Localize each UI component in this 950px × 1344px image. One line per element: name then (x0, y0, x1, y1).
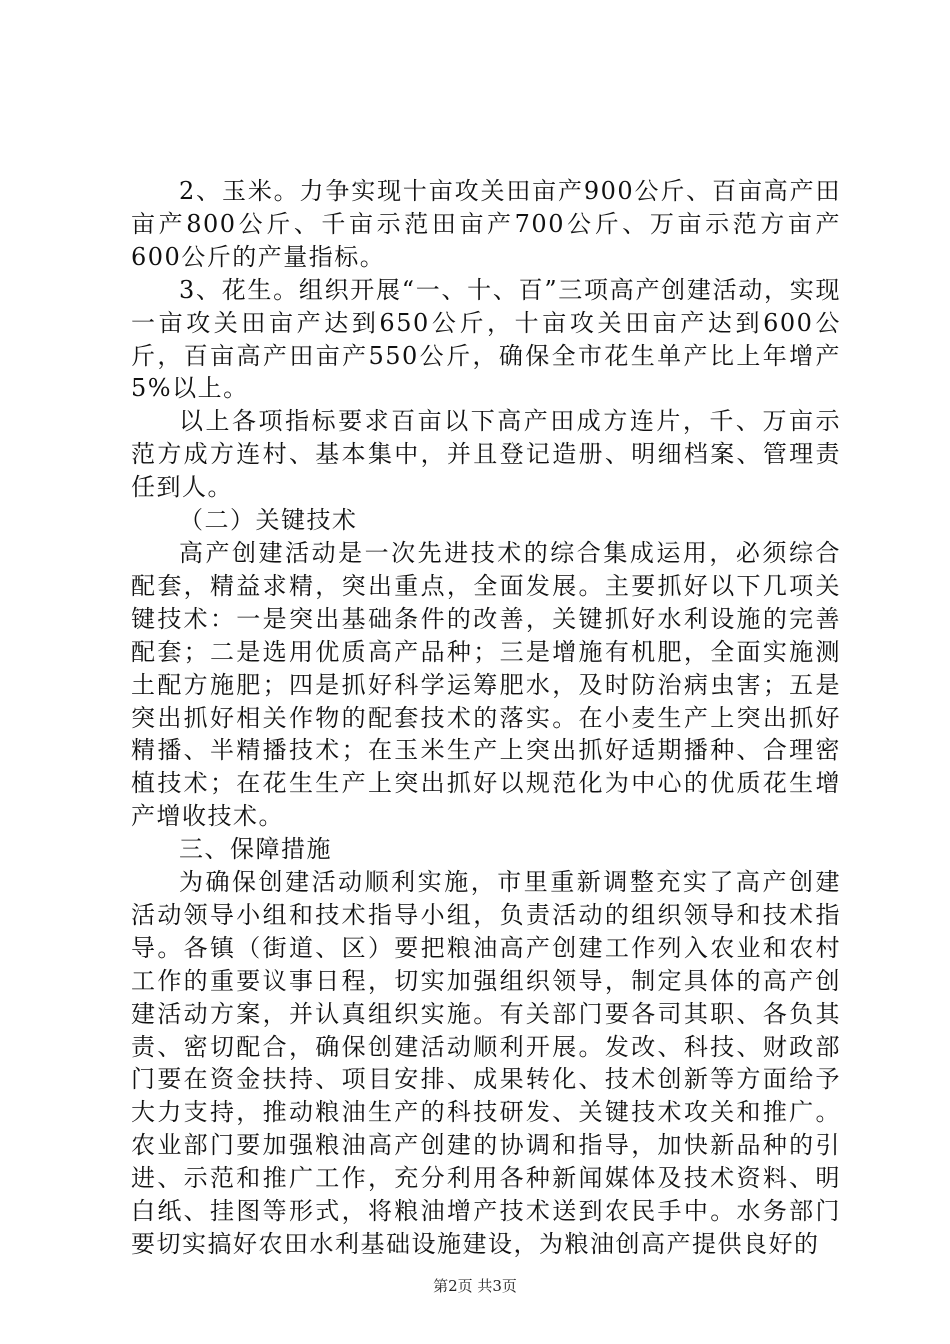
paragraph-key-technologies: 高产创建活动是一次先进技术的综合集成运用，必须综合配套，精益求精，突出重点，全面发展。主要抓好以下几项关键技术：一是突出基础条件的改善，关键抓好水利设施的完善配套；二是选用优质高产品种；三是增施有机肥，全面实施测土配方施肥；四是抓好科学运筹肥水，及时防治病虫害；五是突出抓好相关作物的配套技术的落实。在小麦生产上突出抓好精播、半精播技术；在玉米生产上突出抓好适期播种、合理密植技术；在花生生产上突出抓好以规范化为中心的优质花生增产增收技术。 (131, 538, 841, 831)
paragraph-corn-targets: 2、玉米。力争实现十亩攻关田亩产900公斤、百亩高产田亩产800公斤、千亩示范田亩产700公斤、万亩示范方亩产600公斤的产量指标。 (131, 177, 841, 271)
page-number-footer: 第2页 共3页 (433, 1277, 517, 1295)
section-heading-key-technologies: （二）关键技术 (179, 506, 358, 535)
section-heading-safeguard-measures: 三、保障措施 (179, 835, 332, 864)
paragraph-peanut-targets: 3、花生。组织开展“一、十、百”三项高产创建活动，实现一亩攻关田亩产达到650公斤，十亩攻关田亩产达到600公斤，百亩高产田亩产550公斤，确保全市花生单产比上年增产5%以上。 (131, 275, 841, 403)
document-body (131, 175, 841, 1261)
paragraph-safeguard-measures: 为确保创建活动顺利实施，市里重新调整充实了高产创建活动领导小组和技术指导小组，负责活动的组织领导和技术指导。各镇（街道、区）要把粮油高产创建工作列入农业和农村工作的重要议事日程，切实加强组织领导，制定具体的高产创建活动方案，并认真组织实施。有关部门要各司其职、各负其责、密切配合，确保创建活动顺利开展。发改、科技、财政部门要在资金扶持、项目安排、成果转化、技术创新等方面给予大力支持，推动粮油生产的科技研发、关键技术攻关和推广。农业部门要加强粮油高产创建的协调和指导，加快新品种的引进、示范和推广工作，充分利用各种新闻媒体及技术资料、明白纸、挂图等形式，将粮油增产技术送到农民手中。水务部门要切实搞好农田水利基础设施建设，为粮油创高产提供良好的 (131, 868, 841, 1258)
paragraph-indicator-requirements: 以上各项指标要求百亩以下高产田成方连片，千、万亩示范方成方连村、基本集中，并且登记造册、明细档案、管理责任到人。 (131, 407, 841, 502)
